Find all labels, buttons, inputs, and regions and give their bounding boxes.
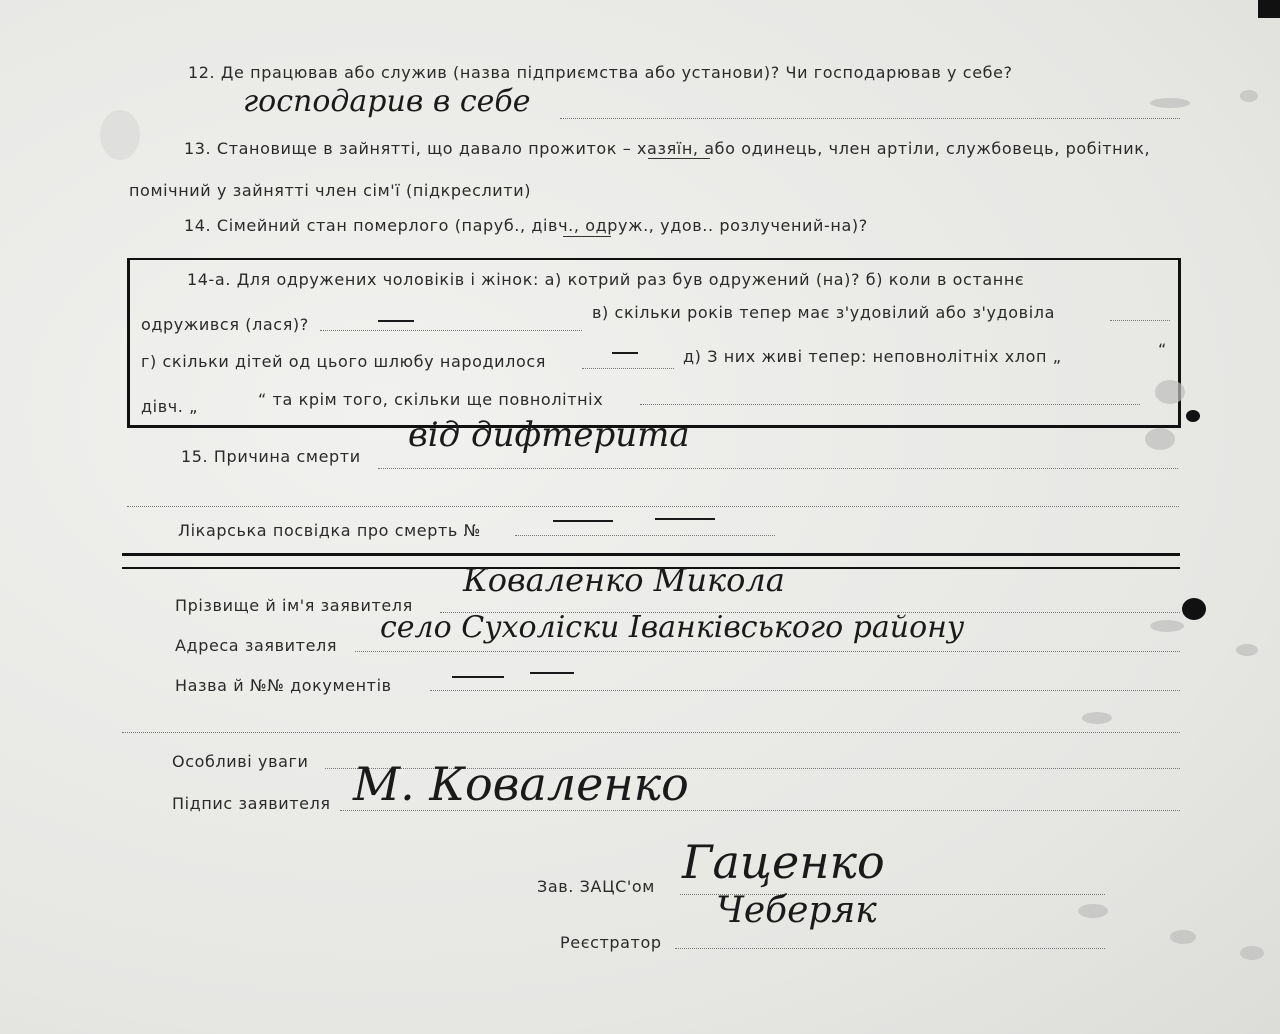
- applicant-signature-label: Підпис заявителя: [172, 794, 331, 813]
- zags-head-signature: Гаценко: [682, 835, 885, 889]
- dash-mark: [553, 520, 613, 522]
- question-14a-line3c: “: [1158, 340, 1167, 359]
- paper-stain: [1170, 930, 1196, 944]
- ink-blot: [1182, 598, 1206, 620]
- applicant-name-label: Прізвище й ім'я заявителя: [175, 596, 413, 615]
- question-12: 12. Де працював або служив (назва підприємства або установи)? Чи господарював у себе?: [188, 63, 1013, 82]
- applicant-signature: М. Коваленко: [353, 757, 689, 811]
- answer-line: [640, 404, 1140, 405]
- answer-15-handwriting: від дифтерита: [408, 415, 690, 455]
- answer-12-handwriting: господарив в себе: [243, 84, 531, 119]
- paper-stain: [1150, 98, 1190, 108]
- applicant-address-label: Адреса заявителя: [175, 636, 338, 655]
- question-14a-line2a: одружився (лася)?: [141, 315, 309, 334]
- answer-line: [122, 732, 1180, 733]
- dash-mark: [378, 320, 414, 322]
- paper-stain: [1145, 428, 1175, 450]
- corner-mark: [1258, 0, 1280, 18]
- dash-mark: [452, 676, 504, 678]
- divider-rule: [122, 553, 1180, 556]
- answer-line: [430, 690, 1180, 691]
- question-14a-line4b: “ та крім того, скільки ще повнолітніх: [258, 390, 604, 409]
- question-14a-line1: 14-а. Для одружених чоловіків і жінок: а) котрий раз був одружений (на)? б) коли в останнє: [187, 270, 1025, 289]
- paper-stain: [1240, 90, 1258, 102]
- underline-mark: [648, 158, 710, 159]
- paper-stain: [1240, 946, 1264, 960]
- answer-line: [515, 535, 775, 536]
- answer-line: [320, 330, 582, 331]
- registrar-label: Реєстратор: [560, 933, 662, 952]
- question-14a-line3b: д) З них живі тепер: неповнолітніх хлоп „: [683, 347, 1062, 366]
- answer-line: [127, 506, 1179, 507]
- zags-head-label: Зав. ЗАЦС'ом: [537, 877, 655, 896]
- dash-mark: [655, 518, 715, 520]
- answer-line: [560, 118, 1180, 119]
- ink-blot: [1186, 410, 1200, 422]
- applicant-address-handwriting: село Сухоліски Іванківського району: [380, 610, 965, 645]
- question-14a-line3a: г) скільки дітей од цього шлюбу народилося: [141, 352, 546, 371]
- question-13-line2: помічний у зайнятті член сім'ї (підкреслити): [129, 181, 532, 200]
- notes-label: Особливі уваги: [172, 752, 309, 771]
- question-13-line1: 13. Становище в зайнятті, що давало прожиток – хазяїн, або одинець, член артіли, службовець, робітник,: [184, 139, 1151, 158]
- paper-stain: [1150, 620, 1184, 632]
- answer-line: [582, 368, 674, 369]
- paper-stain: [100, 110, 140, 160]
- applicant-name-handwriting: Коваленко Микола: [463, 561, 785, 599]
- medical-certificate-label: Лікарська посвідка про смерть №: [178, 521, 481, 540]
- answer-line: [378, 468, 1178, 469]
- question-14a-line4a: дівч. „: [141, 397, 199, 416]
- paper-stain: [1236, 644, 1258, 656]
- question-14: 14. Сімейний стан померлого (паруб., дівч., одруж., удов.. розлучений-на)?: [184, 216, 868, 235]
- documents-label: Назва й №№ документів: [175, 676, 392, 695]
- question-14a-line2b: в) скільки років тепер має з'удовілий або з'удовіла: [592, 303, 1055, 322]
- underline-mark: [563, 236, 611, 237]
- paper-stain: [1078, 904, 1108, 918]
- answer-line: [1110, 320, 1170, 321]
- question-15: 15. Причина смерти: [181, 447, 361, 466]
- answer-line: [340, 810, 1180, 811]
- answer-line: [675, 948, 1105, 949]
- paper-stain: [1082, 712, 1112, 724]
- registrar-signature: Чеберяк: [716, 890, 877, 931]
- dash-mark: [530, 672, 574, 674]
- dash-mark: [612, 352, 638, 354]
- answer-line: [355, 651, 1180, 652]
- paper-stain: [1155, 380, 1185, 404]
